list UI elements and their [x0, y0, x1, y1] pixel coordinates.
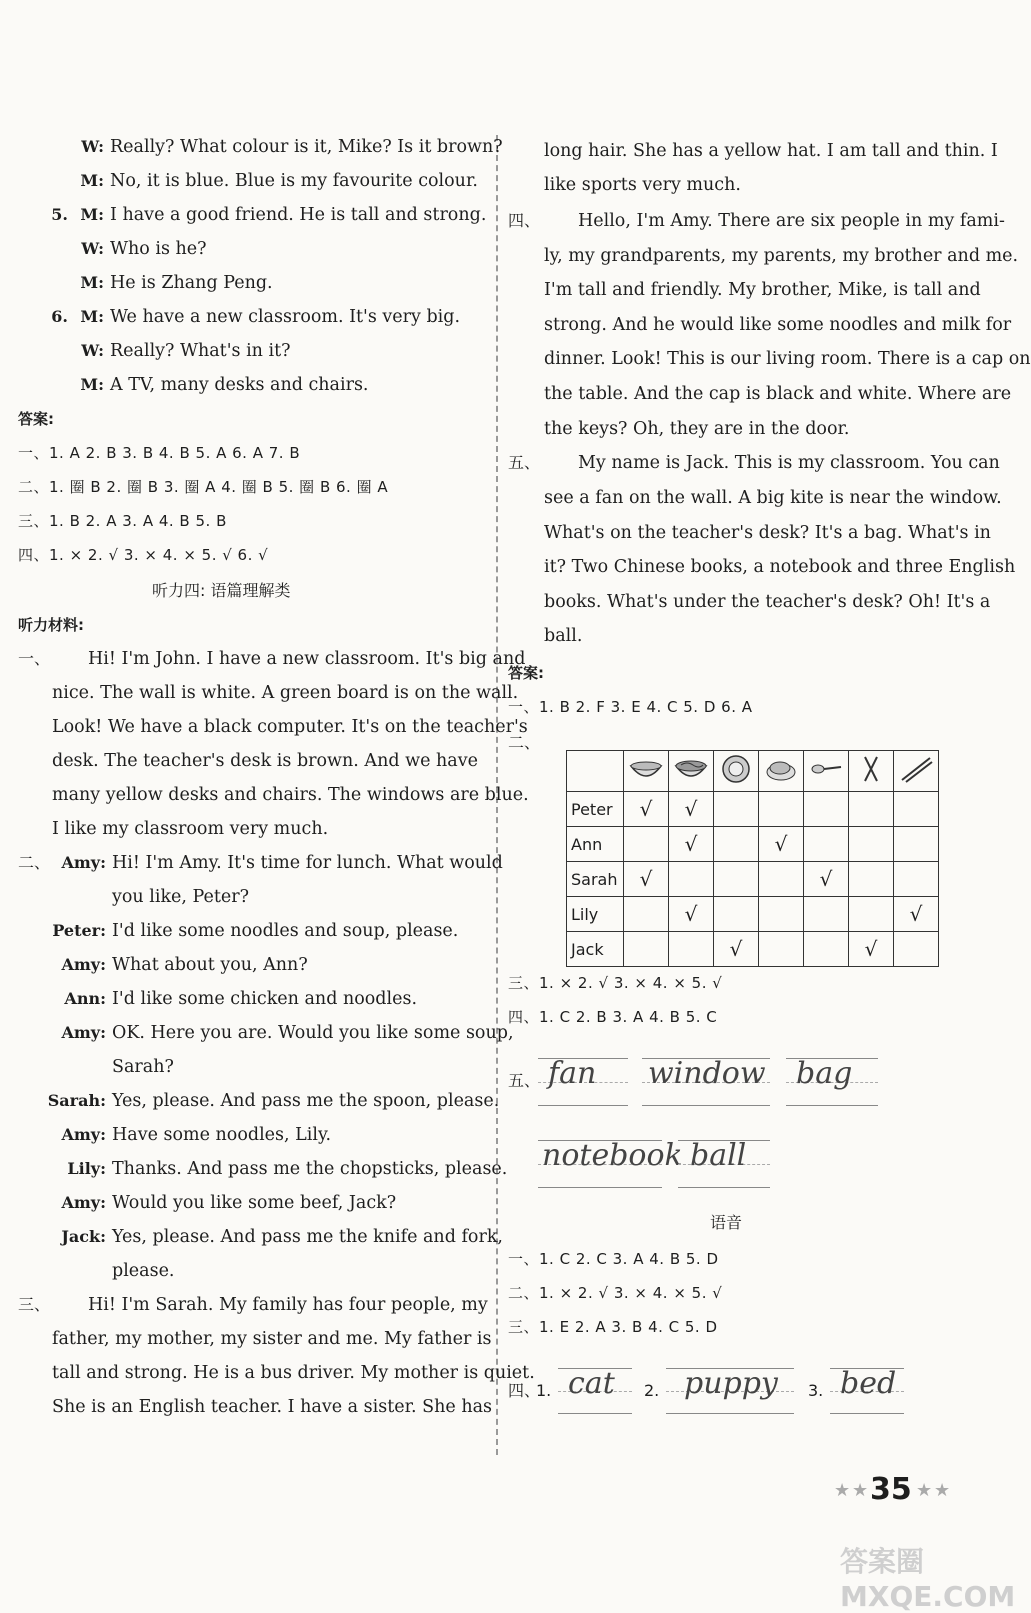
passage-line: many yellow desks and chairs. The windows are blue.: [52, 785, 529, 805]
material-label: 听力材料:: [18, 616, 84, 634]
passage-line: Hello, I'm Amy. There are six people in my fami-: [578, 211, 1005, 231]
handwritten-word: bed: [840, 1366, 897, 1401]
check-cell: [849, 792, 894, 827]
dialog-line: Really? What colour is it, Mike? Is it brown?: [110, 137, 503, 157]
answer-row: 一、1. C 2. C 3. A 4. B 5. D: [508, 1250, 719, 1268]
check-cell: [624, 827, 669, 862]
speaker-label: Ann:: [64, 989, 106, 1008]
answers-label: 答案:: [508, 664, 544, 682]
check-cell: [804, 932, 849, 967]
item-number: 5.: [51, 205, 68, 224]
passage-line: it? Two Chinese books, a notebook and three English: [544, 557, 1016, 577]
speaker-label: Peter:: [52, 921, 106, 940]
answer-row: 四、1. C 2. B 3. A 4. B 5. C: [508, 1008, 718, 1026]
item-number: 6.: [51, 307, 68, 326]
speaker-label: M:: [80, 307, 104, 326]
speaker-label: Amy:: [61, 955, 106, 974]
answer-row: 一、1. B 2. F 3. E 4. C 5. D 6. A: [508, 698, 753, 716]
star-icon: ★: [834, 1480, 851, 1501]
passage-line: see a fan on the wall. A big kite is near the window.: [544, 488, 1002, 508]
speaker-label: Lily:: [67, 1159, 106, 1178]
dialog-line: Thanks. And pass me the chopsticks, please.: [112, 1159, 508, 1179]
speaker-label: Amy:: [61, 853, 106, 872]
check-cell: [894, 792, 939, 827]
dialog-line: I have a good friend. He is tall and strong.: [110, 205, 487, 225]
speaker-label: Amy:: [61, 1125, 106, 1144]
check-cell: [804, 827, 849, 862]
speaker-label: M:: [80, 205, 104, 224]
answer-row: 三、1. E 2. A 3. B 4. C 5. D: [508, 1318, 718, 1336]
check-cell: [804, 897, 849, 932]
speaker-label: W:: [81, 137, 104, 156]
section-marker: 四、: [508, 211, 541, 230]
passage-line: the table. And the cap is black and white. Where are: [544, 384, 1012, 404]
check-cell: [669, 932, 714, 967]
check-cell: [849, 862, 894, 897]
dialog-line: Have some noodles, Lily.: [112, 1125, 332, 1145]
speaker-label: W:: [81, 239, 104, 258]
passage-line: tall and strong. He is a bus driver. My mother is quiet.: [52, 1363, 535, 1383]
check-cell: √: [894, 897, 939, 932]
check-cell: [759, 792, 804, 827]
row-name: Lily: [567, 897, 624, 932]
item-number: 1.: [536, 1381, 552, 1400]
spoon-icon: [804, 751, 849, 792]
handwritten-word: notebook: [542, 1138, 683, 1173]
handwritten-word: ball: [690, 1138, 747, 1173]
check-cell: [624, 897, 669, 932]
speaker-label: M:: [80, 273, 104, 292]
passage-line: long hair. She has a yellow hat. I am tall and thin. I: [544, 141, 998, 161]
table-row: [567, 827, 939, 862]
section-marker: 三、: [18, 1295, 51, 1314]
check-cell: [849, 897, 894, 932]
soup-icon: [624, 751, 669, 792]
check-cell: [894, 862, 939, 897]
section-marker: 二、: [18, 853, 51, 872]
dialog-line: We have a new classroom. It's very big.: [110, 307, 461, 327]
passage-line: Hi! I'm Sarah. My family has four people, my: [88, 1295, 488, 1315]
check-cell: [714, 792, 759, 827]
check-cell: [714, 862, 759, 897]
chopsticks-icon: [894, 751, 939, 792]
table-row: [567, 792, 939, 827]
table-row: [567, 862, 939, 897]
answers-label: 答案:: [18, 410, 54, 428]
row-name: Sarah: [567, 862, 624, 897]
passage-line: father, my mother, my sister and me. My father is: [52, 1329, 492, 1349]
dialog-line: Yes, please. And pass me the spoon, please.: [112, 1091, 500, 1111]
answer-table: [566, 750, 939, 967]
check-cell: [849, 827, 894, 862]
passage-line: nice. The wall is white. A green board is on the wall.: [52, 683, 519, 703]
dialog-line: OK. Here you are. Would you like some soup,: [112, 1023, 514, 1043]
answer-row: 三、1. B 2. A 3. A 4. B 5. B: [18, 512, 227, 530]
passage-line: dinner. Look! This is our living room. There is a cap on: [544, 349, 1031, 369]
passage-line: Look! We have a black computer. It's on the teacher's: [52, 717, 528, 737]
passage-line: Hi! I'm John. I have a new classroom. It's big and: [88, 649, 526, 669]
passage-line: ly, my grandparents, my parents, my brother and me.: [544, 246, 1019, 266]
table-corner-cell: [567, 751, 624, 792]
handwritten-word: bag: [796, 1056, 853, 1091]
section-marker: 五、: [508, 1071, 541, 1090]
passage-line: books. What's under the teacher's desk? Oh! It's a: [544, 592, 991, 612]
page-number: 35: [870, 1472, 912, 1507]
row-name: Jack: [567, 932, 624, 967]
section-title: 听力四: 语篇理解类: [152, 581, 291, 600]
dialog-line: Yes, please. And pass me the knife and fork,: [112, 1227, 503, 1247]
passage-line: the keys? Oh, they are in the door.: [544, 419, 850, 439]
passage-line: What's on the teacher's desk? It's a bag. What's in: [544, 523, 991, 543]
answer-row: 四、1. × 2. √ 3. × 4. × 5. √ 6. √: [18, 546, 269, 564]
check-cell: √: [669, 827, 714, 862]
table-row: [567, 932, 939, 967]
item-number: 2.: [644, 1381, 660, 1400]
row-name: Peter: [567, 792, 624, 827]
star-icon: ★: [934, 1480, 951, 1501]
passage-line: I like my classroom very much.: [52, 819, 329, 839]
check-cell: [624, 932, 669, 967]
passage-line: My name is Jack. This is my classroom. You can: [578, 453, 1000, 473]
chicken-icon: [759, 751, 804, 792]
noodles-icon: [669, 751, 714, 792]
check-cell: √: [714, 932, 759, 967]
speaker-label: M:: [80, 171, 104, 190]
dialog-line: you like, Peter?: [112, 887, 250, 907]
passage-line: I'm tall and friendly. My brother, Mike, is tall and: [544, 280, 981, 300]
check-cell: [804, 792, 849, 827]
row-name: Ann: [567, 827, 624, 862]
dialog-line: I'd like some chicken and noodles.: [112, 989, 418, 1009]
check-cell: √: [669, 897, 714, 932]
section-marker: 四、: [508, 1381, 541, 1400]
dialog-line: Hi! I'm Amy. It's time for lunch. What would: [112, 853, 503, 873]
passage-line: She is an English teacher. I have a sister. She has: [52, 1397, 493, 1417]
item-number: 3.: [808, 1381, 824, 1400]
check-cell: [759, 862, 804, 897]
star-icon: ★: [852, 1480, 869, 1501]
section-marker: 一、: [18, 649, 51, 668]
dialog-line: Would you like some beef, Jack?: [112, 1193, 397, 1213]
phonics-title: 语音: [710, 1213, 743, 1232]
dialog-line: I'd like some noodles and soup, please.: [112, 921, 459, 941]
passage-line: like sports very much.: [544, 175, 741, 195]
speaker-label: Amy:: [61, 1023, 106, 1042]
dialog-line: Sarah?: [112, 1057, 174, 1077]
check-cell: [714, 827, 759, 862]
passage-line: ball.: [544, 626, 583, 646]
answer-row: 三、1. × 2. √ 3. × 4. × 5. √: [508, 974, 723, 992]
handwritten-word: cat: [568, 1366, 615, 1401]
speaker-label: Sarah:: [47, 1091, 106, 1110]
dialog-line: He is Zhang Peng.: [110, 273, 273, 293]
watermark: 答案圈 MXQE.COM: [840, 1545, 1016, 1613]
check-cell: √: [759, 827, 804, 862]
check-cell: √: [624, 792, 669, 827]
speaker-label: W:: [81, 341, 104, 360]
answer-row: 二、1. 圈 B 2. 圈 B 3. 圈 A 4. 圈 B 5. 圈 B 6. 圈 A: [18, 478, 389, 496]
passage-line: strong. And he would like some noodles and milk for: [544, 315, 1012, 335]
handwritten-word: puppy: [684, 1366, 778, 1401]
check-cell: [759, 897, 804, 932]
check-cell: √: [804, 862, 849, 897]
bowl-icon: [714, 751, 759, 792]
table-row: [567, 897, 939, 932]
section-marker: 二、: [508, 733, 541, 752]
check-cell: √: [624, 862, 669, 897]
dialog-line: A TV, many desks and chairs.: [110, 375, 369, 395]
speaker-label: Jack:: [61, 1227, 106, 1246]
check-cell: [714, 897, 759, 932]
star-icon: ★: [916, 1480, 933, 1501]
check-cell: [894, 827, 939, 862]
speaker-label: M:: [80, 375, 104, 394]
speaker-label: Amy:: [61, 1193, 106, 1212]
check-cell: [894, 932, 939, 967]
check-cell: [759, 932, 804, 967]
dialog-line: Who is he?: [110, 239, 207, 259]
answer-row: 一、1. A 2. B 3. B 4. B 5. A 6. A 7. B: [18, 444, 301, 462]
dialog-line: What about you, Ann?: [112, 955, 308, 975]
dialog-line: please.: [112, 1261, 175, 1281]
dialog-line: No, it is blue. Blue is my favourite colour.: [110, 171, 478, 191]
knife-fork-icon: [849, 751, 894, 792]
section-marker: 五、: [508, 453, 541, 472]
check-cell: [669, 862, 714, 897]
passage-line: desk. The teacher's desk is brown. And we have: [52, 751, 478, 771]
handwritten-word: window: [648, 1056, 766, 1091]
dialog-line: Really? What's in it?: [110, 341, 291, 361]
check-cell: √: [849, 932, 894, 967]
answer-row: 二、1. × 2. √ 3. × 4. × 5. √: [508, 1284, 723, 1302]
check-cell: √: [669, 792, 714, 827]
handwritten-word: fan: [548, 1056, 597, 1091]
